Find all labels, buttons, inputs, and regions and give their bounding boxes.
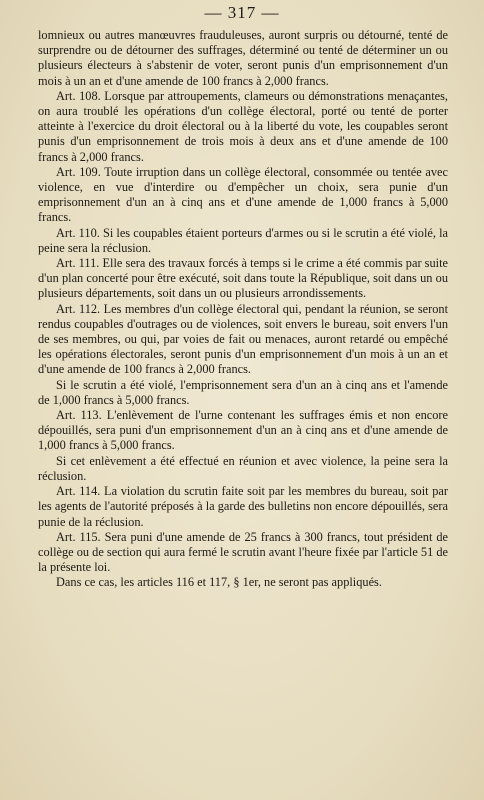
paragraph-art-110: Art. 110. Si les coupables étaient porteurs d'armes ou si le scrutin a été violé, la peine sera la réclusion.: [38, 225, 448, 255]
paragraph-art-112: Art. 112. Les membres d'un collège électoral qui, pendant la réunion, se seront rendus coupables d'outrages ou de violences, soit envers le bureau, soit envers l'un de ses membres, ou qui, par voies de fait ou menaces, auront retardé ou empêché les opérations électorales, seront punis d'un emprisonnement d'un mois à un an et d'une amende de 100 francs à 2,000 francs.: [38, 301, 448, 377]
paragraph-art-108: Art. 108. Lorsque par attroupements, clameurs ou démonstrations menaçantes, on aura troublé les opérations d'un collège électoral, porté ou tenté de porter atteinte à l'exercice du droit électoral ou à la liberté du vote, les coupables seront punis d'un emprisonnement de trois mois à deux ans et d'une amende de 100 francs à 2,000 francs.: [38, 88, 448, 164]
paragraph-art-113: Art. 113. L'enlèvement de l'urne contenant les suffrages émis et non encore dépouillés, sera puni d'un emprisonnement d'un an à cinq ans et d'une amende de 1,000 francs à 5,000 francs.: [38, 408, 448, 453]
paragraph-art-112-scrutin: Si le scrutin a été violé, l'emprisonnement sera d'un an à cinq ans et l'amende de 1,000 francs à 5,000 francs.: [38, 377, 448, 407]
paragraph-continuation: lomnieux ou autres manœuvres frauduleuses, auront surpris ou détourné, tenté de surprendre ou de détourner des suffrages, déterminé ou tenté de déterminer un ou plusieurs électeurs à s'abstenir de voter, seront punis d'un emprisonnement d'un mois à un an et d'une amende de 100 francs à 2,000 francs.: [38, 28, 448, 88]
paragraph-art-113-violence: Si cet enlèvement a été effectué en réunion et avec violence, la peine sera la réclusion.: [38, 453, 448, 483]
paragraph-art-115-cas: Dans ce cas, les articles 116 et 117, § 1er, ne seront pas appliqués.: [56, 575, 382, 590]
page-number: — 317 —: [204, 3, 280, 22]
paragraph-art-111: Art. 111. Elle sera des travaux forcés à temps si le crime a été commis par suite d'un plan concerté pour être exécuté, soit dans toute la République, soit dans un ou plusieurs départements, soit dans un ou plusieurs arrondissements.: [38, 256, 448, 301]
paragraph-art-109: Art. 109. Toute irruption dans un collège électoral, consommée ou tentée avec violence, en vue d'interdire ou d'empêcher un choix, sera punie d'un emprisonnement d'un an à cinq ans et d'une amende de 1,000 francs à 5,000 francs.: [38, 164, 448, 225]
body-text: [38, 28, 448, 591]
paragraph-art-115: Art. 115. Sera puni d'une amende de 25 francs à 300 francs, tout président de collège ou de section qui aura fermé le scrutin avant l'heure fixée par l'article 51 de la présente loi.: [38, 529, 448, 575]
paragraph-art-114: Art. 114. La violation du scrutin faite soit par les membres du bureau, soit par les agents de l'autorité préposés à la garde des bulletins non encore dépouillés, sera punie de la réclusion.: [38, 484, 448, 529]
